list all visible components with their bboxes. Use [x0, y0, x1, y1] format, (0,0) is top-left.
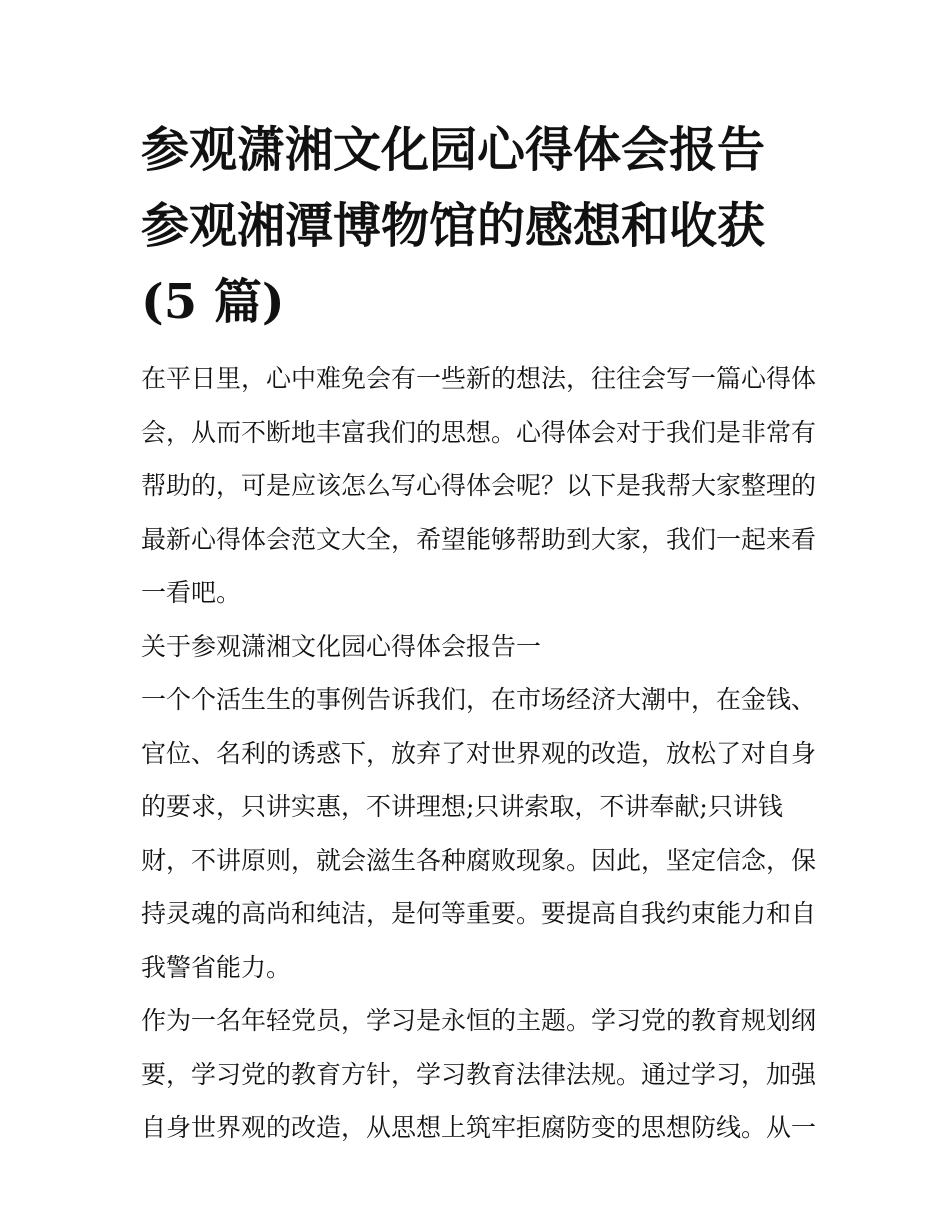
text-line: 会，从而不断地丰富我们的思想。心得体会对于我们是非常有	[141, 417, 817, 447]
text-line: 在平日里，心中难免会有一些新的想法，往往会写一篇心得体	[141, 364, 817, 393]
text-line: 帮助的，可是应该怎么写心得体会呢？以下是我帮大家整理的	[141, 471, 817, 500]
intro-paragraph	[141, 352, 817, 620]
title-line: (5 篇)	[141, 274, 285, 330]
text-line: 持灵魂的高尚和纯洁，是何等重要。要提高自我约束能力和自	[141, 899, 817, 928]
text-line: 我警省能力。	[141, 952, 292, 982]
text-line: 自身世界观的改造，从思想上筑牢拒腐防变的思想防线。从一	[141, 1113, 817, 1142]
text-line: 作为一名年轻党员，学习是永恒的主题。学习党的教育规划纲	[141, 1006, 817, 1035]
section-heading: 关于参观潇湘文化园心得体会报告一	[141, 631, 542, 661]
document-content	[141, 112, 817, 1155]
text-line: 要，学习党的教育方针，学习教育法律法规。通过学习，加强	[141, 1059, 817, 1089]
body-paragraph-1	[141, 673, 817, 994]
title-line: 参观潇湘文化园心得体会报告	[141, 122, 766, 178]
text-line: 一个个活生生的事例告诉我们，在市场经济大潮中，在金钱、	[141, 685, 817, 714]
text-line: 财，不讲原则，就会滋生各种腐败现象。因此，坚定信念，保	[141, 845, 817, 875]
text-line: 官位、名利的诱惑下，放弃了对世界观的改造，放松了对自身	[141, 738, 817, 768]
text-line: 最新心得体会范文大全，希望能够帮助到大家，我们一起来看	[141, 524, 817, 554]
body-paragraph-2	[141, 994, 817, 1155]
text-line: 一看吧。	[141, 578, 242, 607]
text-line: 的要求，只讲实惠，不讲理想;只讲索取，不讲奉献;只讲钱	[141, 792, 783, 821]
document-title	[141, 112, 813, 340]
title-line: 参观湘潭博物馆的感想和收获	[141, 198, 766, 254]
